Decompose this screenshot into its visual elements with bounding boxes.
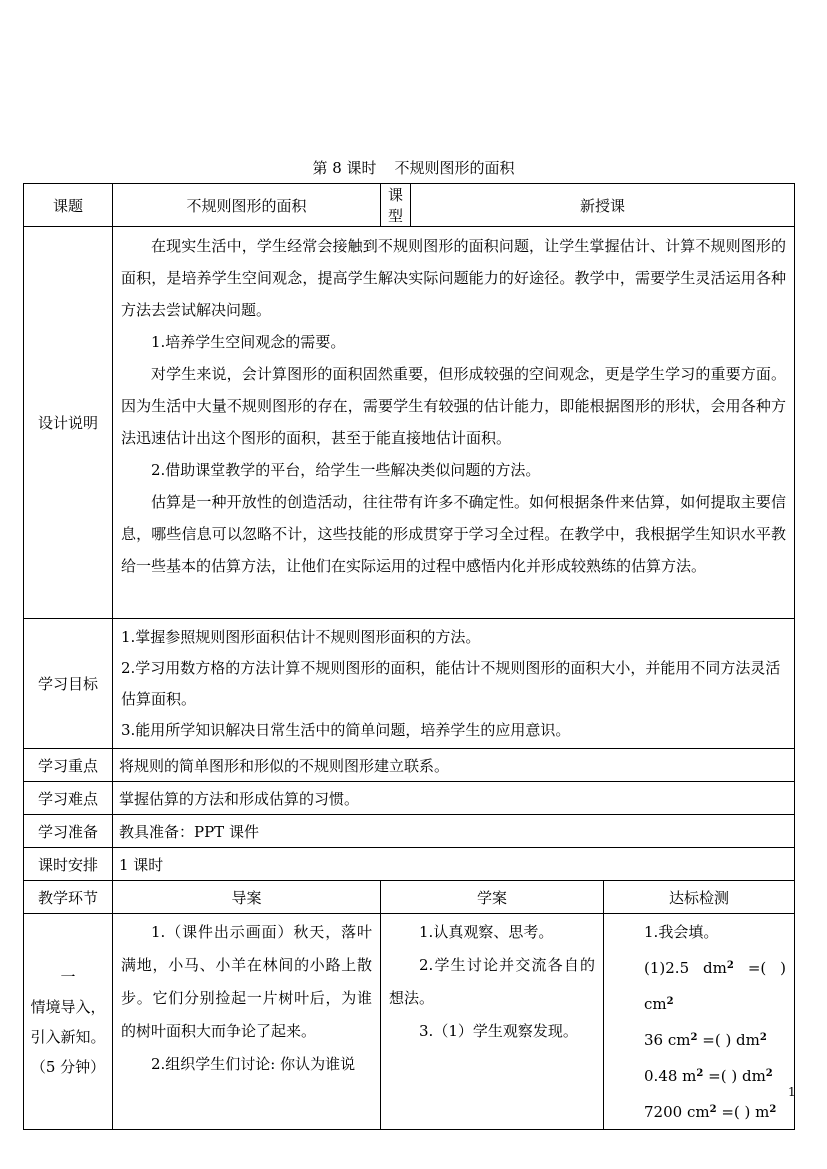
power-label: 2 (726, 960, 734, 971)
section-title-line: 情境导入， (30, 997, 106, 1016)
design-paragraph: 在现实生活中，学生经常会接触到不规则图形的面积问题，让学生掌握估计、计算不规则图形的面积，是培养学生空间观念，提高学生解决实际问题能力的好途径。教学中，需要学生灵活运用各种方法去尝试解决问题。 (121, 237, 787, 319)
preparation-value: 教具准备：PPT 课件 (113, 815, 795, 848)
section-1-stage (24, 914, 113, 1130)
difficulty-row (24, 782, 795, 815)
power-label: 2 (769, 1104, 777, 1115)
difficulty-label: 学习难点 (24, 782, 113, 815)
lesson-topic: 不规则图形的面积 (394, 159, 515, 177)
design-paragraph: 估算是一种开放性的创造活动，往往带有许多不确定性。如何根据条件来估算，如何提取主要信息，哪些信息可以忽略不计，这些技能的形成贯穿于学习全过程。在教学中，我根据学生知识水平教给一些基本的估算方法，让他们在实际运用的过程中感悟内化并形成较熟练的估算方法。 (121, 493, 787, 575)
lesson-number: 第 8 课时 (312, 159, 377, 177)
type-value: 新授课 (411, 184, 795, 227)
section-title-line: 引入新知。 (30, 1027, 106, 1046)
difficulty-value: 掌握估算的方法和形成估算的习惯。 (113, 782, 795, 815)
power-label: 2 (759, 1032, 767, 1043)
column-header-guide: 导案 (113, 881, 381, 914)
topic-value: 不规则图形的面积 (113, 184, 381, 227)
preparation-label: 学习准备 (24, 815, 113, 848)
section-1-check (604, 914, 795, 1130)
check-item: 0.48 $m^2$ =( ) $dm^2$ (644, 1067, 773, 1085)
design-notes-row (24, 227, 795, 619)
check-item: (1)2.5 $dm^2$ =( ) $cm^2$ (644, 959, 787, 1013)
lesson-plan-table (23, 183, 795, 1130)
preparation-row (24, 815, 795, 848)
power-label: 2 (765, 1068, 773, 1079)
power-label: 2 (696, 1068, 704, 1079)
objectives-content (113, 619, 795, 749)
section-1-row (24, 914, 795, 1130)
study-paragraph: 2.学生讨论并交流各自的想法。 (389, 956, 596, 1007)
key-point-value: 将规则的简单图形和形似的不规则图形建立联系。 (113, 749, 795, 782)
objectives-row (24, 619, 795, 749)
check-heading: 1.我会填。 (644, 923, 719, 941)
guide-paragraph: 1.（课件出示画面）秋天，落叶满地，小马、小羊在林间的小路上散步。它们分别捡起一片树叶后，为谁的树叶面积大而争论了起来。 (121, 923, 373, 1040)
design-paragraph: 1.培养学生空间观念的需要。 (151, 333, 346, 351)
power-label: 2 (709, 1104, 717, 1115)
objectives-label: 学习目标 (24, 619, 113, 749)
power-label: 2 (690, 1032, 698, 1043)
key-point-label: 学习重点 (24, 749, 113, 782)
schedule-row (24, 848, 795, 881)
design-notes-content (113, 227, 795, 619)
section-time: （5 分钟） (30, 1057, 106, 1076)
guide-paragraph: 2.组织学生们讨论: 你认为谁说 (151, 1055, 356, 1073)
topic-label: 课题 (24, 184, 113, 227)
topic-row (24, 184, 795, 227)
column-header-study: 学案 (381, 881, 604, 914)
section-1-guide (113, 914, 381, 1130)
section-number: 一 (60, 967, 76, 986)
type-label: 课型 (381, 184, 411, 227)
objective-item: 1.掌握参照规则图形面积估计不规则图形面积的方法。 (121, 627, 481, 646)
schedule-label: 课时安排 (24, 848, 113, 881)
study-paragraph: 1.认真观察、思考。 (419, 923, 554, 941)
design-paragraph: 对学生来说，会计算图形的面积固然重要，但形成较强的空间观念，更是学生学习的重要方面。因为生活中大量不规则图形的存在，需要学生有较强的估计能力，即能根据图形的形状，会用各种方法迅速估计出这个图形的面积，甚至于能直接地估计面积。 (121, 365, 787, 447)
check-item: 36 $cm^2$ =( ) $dm^2$ (644, 1031, 767, 1049)
column-header-row (24, 881, 795, 914)
page-title (0, 158, 827, 178)
key-point-row (24, 749, 795, 782)
schedule-value: 1 课时 (113, 848, 795, 881)
column-header-stage: 教学环节 (24, 881, 113, 914)
objective-item: 3.能用所学知识解决日常生活中的简单问题，培养学生的应用意识。 (121, 720, 571, 739)
power-label: 2 (666, 996, 674, 1007)
column-header-check: 达标检测 (604, 881, 795, 914)
section-1-study (381, 914, 604, 1130)
check-item: 7200 $cm^2$ =( ) $m^2$ (644, 1103, 777, 1121)
objective-item: 2.学习用数方格的方法计算不规则图形的面积，能估计不规则图形的面积大小，并能用不同方法灵活估算面积。 (121, 658, 781, 708)
design-paragraph: 2.借助课堂教学的平台，给学生一些解决类似问题的方法。 (151, 461, 541, 479)
study-paragraph: 3.（1）学生观察发现。 (419, 1022, 578, 1040)
page-number: 1 (788, 1085, 796, 1099)
design-notes-label: 设计说明 (24, 227, 113, 619)
